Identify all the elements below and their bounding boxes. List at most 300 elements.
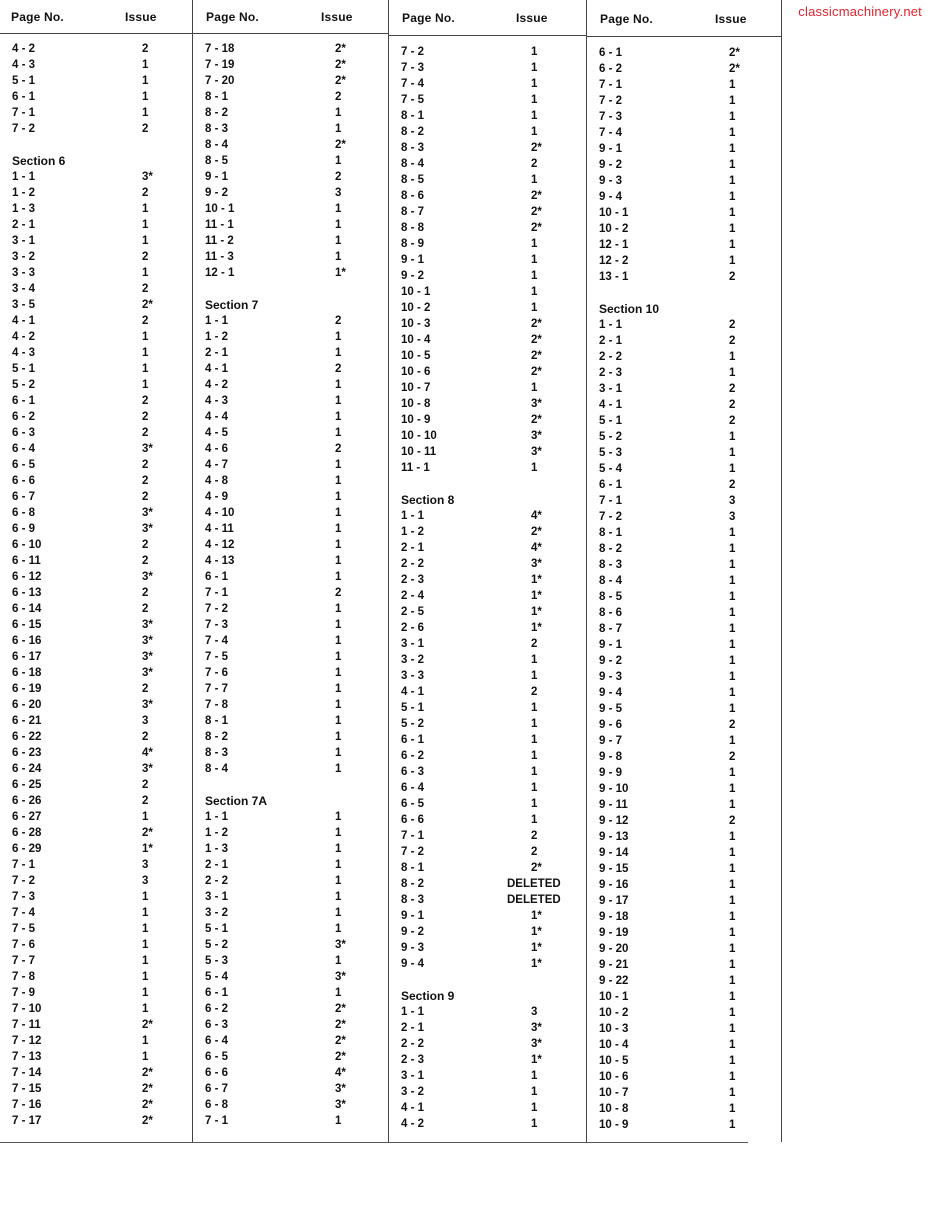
table-row [587, 957, 781, 973]
issue-number: 1 [335, 411, 342, 423]
issue-number: 1* [531, 926, 542, 938]
issue-number: 2 [729, 751, 736, 763]
table-row [587, 797, 781, 813]
spacer [587, 285, 781, 301]
page-number: 9 - 15 [599, 863, 629, 875]
column-header [587, 0, 781, 37]
table-row [389, 716, 587, 732]
section-heading [193, 297, 389, 313]
page-number: 7 - 7 [205, 683, 229, 695]
table-row [587, 541, 781, 557]
table-row [587, 1069, 781, 1085]
issue-number: 1 [335, 459, 342, 471]
issue-number: 1 [335, 731, 342, 743]
page-number: 1 - 1 [205, 315, 229, 327]
issue-number: 1 [729, 639, 736, 651]
page-number: 3 - 2 [401, 654, 425, 666]
table-row [193, 345, 389, 361]
page-number: 2 - 3 [401, 574, 425, 586]
issue-number: 2 [142, 251, 149, 263]
issue-number: 2* [531, 366, 542, 378]
issue-number: 2* [531, 190, 542, 202]
issue-number: 1 [335, 747, 342, 759]
table-row [193, 665, 389, 681]
page-number: 7 - 1 [12, 107, 36, 119]
issue-number: 1 [729, 239, 736, 251]
table-row [0, 505, 192, 521]
table-row [587, 525, 781, 541]
issue-number: 2* [729, 47, 740, 59]
issue-number: 2 [531, 638, 538, 650]
section-heading [193, 793, 389, 809]
table-row [587, 157, 781, 173]
issue-number: 1 [335, 987, 342, 999]
section-title: Section 7A [205, 794, 268, 808]
section-heading [0, 153, 192, 169]
page-number: 6 - 6 [12, 475, 36, 487]
table-row [193, 569, 389, 585]
issue-number: 4* [335, 1067, 346, 1079]
issue-number: 2* [531, 414, 542, 426]
issue-number: 1 [335, 571, 342, 583]
table-row [389, 124, 587, 140]
page-number: 2 - 1 [401, 542, 425, 554]
page-number: 1 - 1 [205, 811, 229, 823]
page-number: 7 - 11 [12, 1019, 41, 1031]
issue-number: 1 [531, 734, 538, 746]
page-number: 6 - 2 [401, 750, 425, 762]
issue-number: 1 [531, 382, 538, 394]
issue-number: 1 [142, 1051, 149, 1063]
issue-number: 1 [729, 175, 736, 187]
table-row [389, 828, 587, 844]
table-row [0, 281, 192, 297]
table-row [193, 905, 389, 921]
table-row [389, 1052, 587, 1068]
table-row [389, 268, 587, 284]
page-number: 10 - 8 [401, 398, 431, 410]
table-row [193, 1113, 389, 1129]
page-number: 10 - 8 [599, 1103, 629, 1115]
page-number: 6 - 17 [12, 651, 42, 663]
table-row [193, 393, 389, 409]
issue-number: 1 [142, 971, 149, 983]
table-row [193, 153, 389, 169]
issue-number: 2* [729, 63, 740, 75]
page-number: 4 - 1 [205, 363, 229, 375]
issue-number: 1 [335, 955, 342, 967]
issue-number: 1 [335, 251, 342, 263]
table-row [389, 364, 587, 380]
issue-number: 1* [531, 574, 542, 586]
page-number: 6 - 1 [205, 987, 229, 999]
table-row [0, 89, 192, 105]
issue-number: 2 [335, 363, 342, 375]
table-row [193, 73, 389, 89]
table-row [389, 844, 587, 860]
table-row [587, 189, 781, 205]
page-number: 7 - 13 [12, 1051, 42, 1063]
page-number: 7 - 2 [401, 46, 425, 58]
table-row [0, 457, 192, 473]
table-row [0, 393, 192, 409]
table-row [0, 313, 192, 329]
page-number: 6 - 27 [12, 811, 42, 823]
issue-number: 1 [335, 235, 342, 247]
table-row [193, 1049, 389, 1065]
table-row [389, 1020, 587, 1036]
page-number: 6 - 20 [12, 699, 42, 711]
table-row [389, 812, 587, 828]
page-number: 10 - 9 [599, 1119, 629, 1131]
table-row [389, 236, 587, 252]
page-number: 9 - 14 [599, 847, 629, 859]
table-row [0, 121, 192, 137]
page-number: 5 - 1 [205, 923, 229, 935]
table-row [193, 201, 389, 217]
page-number: 9 - 4 [599, 191, 623, 203]
issue-number: 4* [142, 747, 153, 759]
section-heading [587, 301, 781, 317]
page-number: 8 - 3 [205, 123, 229, 135]
issue-number: 3* [142, 651, 153, 663]
issue-number: 1 [142, 347, 149, 359]
page-number: 8 - 9 [401, 238, 425, 250]
issue-number: 1 [335, 843, 342, 855]
table-row [587, 429, 781, 445]
table-row [193, 105, 389, 121]
issue-number: 1 [142, 331, 149, 343]
page-number: 2 - 3 [599, 367, 623, 379]
table-row [193, 1097, 389, 1113]
issue-number: 2 [142, 539, 149, 551]
page-number: 8 - 1 [401, 110, 425, 122]
page-number: 4 - 10 [205, 507, 235, 519]
page-number: 7 - 2 [401, 846, 425, 858]
issue-number: 1 [729, 623, 736, 635]
page-number: 7 - 4 [12, 907, 36, 919]
table-row [389, 204, 587, 220]
table-row [0, 425, 192, 441]
table-row [0, 73, 192, 89]
page-number: 7 - 2 [12, 123, 36, 135]
table-row [587, 1117, 781, 1133]
issue-number: 3* [142, 443, 153, 455]
page-number: 2 - 2 [401, 1038, 425, 1050]
table-row [389, 172, 587, 188]
table-row [587, 269, 781, 285]
page-number: 1 - 1 [599, 319, 623, 331]
issue-number: 1 [729, 847, 736, 859]
issue-number: 2* [531, 334, 542, 346]
page-number: 6 - 13 [12, 587, 42, 599]
page-number: 5 - 4 [205, 971, 229, 983]
table-row [193, 889, 389, 905]
table-row [193, 409, 389, 425]
issue-number: 1 [729, 223, 736, 235]
issue-number: 2 [142, 779, 149, 791]
page-number: 6 - 1 [205, 571, 229, 583]
table-row [389, 748, 587, 764]
page-number: 5 - 1 [12, 363, 36, 375]
table-row [389, 764, 587, 780]
table-row [389, 108, 587, 124]
table-row [587, 93, 781, 109]
table-row [389, 1068, 587, 1084]
page-number: 10 - 5 [401, 350, 431, 362]
issue-number: 3* [335, 1099, 346, 1111]
page-number: 6 - 23 [12, 747, 42, 759]
table-row [587, 717, 781, 733]
issue-number: 1 [729, 911, 736, 923]
table-row [193, 329, 389, 345]
issue-number: 1 [335, 763, 342, 775]
table-row [587, 413, 781, 429]
page-number: 6 - 1 [599, 479, 623, 491]
issue-number: 1 [729, 95, 736, 107]
bottom-rule [0, 1142, 748, 1143]
issue-number: 3* [335, 971, 346, 983]
issue-number: 1* [335, 267, 346, 279]
issue-number: 2* [335, 43, 346, 55]
page-number: 10 - 4 [401, 334, 431, 346]
page-number: 1 - 1 [401, 1006, 425, 1018]
table-row [587, 637, 781, 653]
issue-number: 2* [335, 1035, 346, 1047]
page-number: 10 - 3 [599, 1023, 629, 1035]
page-number: 7 - 2 [205, 603, 229, 615]
table-row [0, 57, 192, 73]
table-row [587, 253, 781, 269]
issue-number: 1 [729, 351, 736, 363]
issue-number: 2* [531, 862, 542, 874]
page-number: 4 - 3 [12, 347, 36, 359]
table-row [0, 1017, 192, 1033]
page-number: 6 - 9 [12, 523, 36, 535]
page-number: 4 - 9 [205, 491, 229, 503]
page-number: 10 - 9 [401, 414, 431, 426]
page-number: 6 - 1 [599, 47, 623, 59]
table-row [587, 461, 781, 477]
issue-number: 1 [142, 75, 149, 87]
table-row [0, 873, 192, 889]
page-number: 2 - 1 [401, 1022, 425, 1034]
page-number: 3 - 2 [205, 907, 229, 919]
page-number: 2 - 1 [205, 347, 229, 359]
table-row [193, 601, 389, 617]
column-header [389, 0, 587, 36]
page-number: 11 - 2 [205, 235, 234, 247]
page-number: 3 - 4 [12, 283, 36, 295]
table-row [0, 937, 192, 953]
issue-number: 1 [531, 1086, 538, 1098]
issue-number: 1 [531, 1070, 538, 1082]
page-number: 8 - 4 [401, 158, 425, 170]
table-row [389, 1100, 587, 1116]
table-row [0, 1049, 192, 1065]
page-number: 4 - 1 [401, 1102, 425, 1114]
table-row [193, 713, 389, 729]
page-number: 9 - 4 [401, 958, 425, 970]
issue-number: 1 [531, 78, 538, 90]
page-number: 1 - 1 [401, 510, 425, 522]
page-number: 6 - 22 [12, 731, 42, 743]
page-number: 7 - 20 [205, 75, 235, 87]
page-number: 4 - 8 [205, 475, 229, 487]
issue-number: 1 [531, 174, 538, 186]
issue-number: 1 [335, 859, 342, 871]
page-number: 9 - 1 [599, 639, 623, 651]
page-number: 6 - 5 [205, 1051, 229, 1063]
row-list [193, 41, 389, 1129]
table-row [587, 1085, 781, 1101]
table-row [0, 1081, 192, 1097]
issue-number: 1 [729, 975, 736, 987]
page-number: 7 - 4 [205, 635, 229, 647]
issue-number: 1 [335, 811, 342, 823]
table-row [389, 956, 587, 972]
issue-number: 1 [729, 431, 736, 443]
table-row [193, 617, 389, 633]
table-row [0, 265, 192, 281]
issue-number: 2 [142, 315, 149, 327]
watermark-logo[interactable]: classicmachinery.net [798, 4, 922, 19]
table-row [193, 217, 389, 233]
page-number: 9 - 2 [599, 655, 623, 667]
table-row [0, 665, 192, 681]
issue-number: 1 [335, 379, 342, 391]
page-number: 6 - 5 [12, 459, 36, 471]
table-row [193, 473, 389, 489]
issue-number: 1 [729, 735, 736, 747]
page-number: 6 - 26 [12, 795, 42, 807]
table-row [0, 1065, 192, 1081]
page-number: 10 - 1 [401, 286, 431, 298]
table-row [193, 585, 389, 601]
issue-number: 1 [729, 447, 736, 459]
issue-number: 2 [142, 731, 149, 743]
page-number: 9 - 11 [599, 799, 628, 811]
page-number: 9 - 19 [599, 927, 629, 939]
issue-number: 1 [531, 670, 538, 682]
table-row [0, 537, 192, 553]
page-number: 2 - 1 [599, 335, 623, 347]
page-no-heading: Page No. [11, 10, 64, 24]
page-number: 10 - 2 [599, 223, 629, 235]
table-row [587, 877, 781, 893]
page-number: 8 - 2 [205, 107, 229, 119]
page-number: 8 - 3 [599, 559, 623, 571]
page-number: 6 - 21 [12, 715, 42, 727]
issue-number: 1* [142, 843, 153, 855]
issue-number: 2 [531, 158, 538, 170]
page-number: 7 - 2 [599, 511, 623, 523]
page-number: 10 - 1 [205, 203, 235, 215]
table-row [0, 297, 192, 313]
table-row [389, 572, 587, 588]
table-row [587, 1101, 781, 1117]
page-number: 4 - 5 [205, 427, 229, 439]
table-row [389, 668, 587, 684]
section-title: Section 7 [205, 298, 259, 312]
row-list [0, 41, 192, 1129]
issue-number: 3* [142, 571, 153, 583]
issue-number: 1 [531, 798, 538, 810]
page-number: 2 - 4 [401, 590, 425, 602]
table-row [389, 428, 587, 444]
table-row [0, 889, 192, 905]
page-number: 7 - 5 [205, 651, 229, 663]
page-number: 6 - 25 [12, 779, 42, 791]
table-row [389, 92, 587, 108]
issue-number: 3 [142, 875, 149, 887]
table-row [193, 521, 389, 537]
issue-number: 2 [142, 603, 149, 615]
issue-number: 2 [335, 171, 342, 183]
table-row [389, 636, 587, 652]
issue-number: 1 [531, 462, 538, 474]
table-row [193, 681, 389, 697]
issue-number: 3* [142, 619, 153, 631]
table-row [0, 201, 192, 217]
table-row [0, 985, 192, 1001]
page-number: 3 - 3 [12, 267, 36, 279]
page-number: 8 - 5 [599, 591, 623, 603]
table-row [587, 205, 781, 221]
page-number: 6 - 28 [12, 827, 42, 839]
page-number: 4 - 3 [12, 59, 36, 71]
issue-number: 1 [729, 783, 736, 795]
page-no-heading: Page No. [206, 10, 259, 24]
issue-number: 1 [729, 959, 736, 971]
table-row [0, 697, 192, 713]
table-row [193, 57, 389, 73]
page-number: 1 - 1 [12, 171, 36, 183]
section-heading [389, 492, 587, 508]
issue-number: 1 [335, 107, 342, 119]
issue-number: 2 [335, 443, 342, 455]
page-number: 3 - 3 [401, 670, 425, 682]
issue-number: 1 [729, 527, 736, 539]
page-number: 4 - 4 [205, 411, 229, 423]
issue-number: 2 [142, 587, 149, 599]
table-row [587, 589, 781, 605]
table-row [193, 921, 389, 937]
issue-number: 1 [142, 955, 149, 967]
issue-number: 1 [335, 539, 342, 551]
issue-heading: Issue [516, 11, 548, 25]
page-number: 10 - 1 [599, 991, 629, 1003]
table-row [587, 781, 781, 797]
issue-number: 1 [142, 235, 149, 247]
issue-number: 1 [531, 110, 538, 122]
table-row [389, 460, 587, 476]
table-row [587, 509, 781, 525]
column-header [193, 0, 389, 34]
issue-number: 1 [729, 1087, 736, 1099]
page-number: 2 - 2 [205, 875, 229, 887]
table-row [389, 140, 587, 156]
issue-number: 2 [142, 427, 149, 439]
table-row [587, 669, 781, 685]
table-row [193, 841, 389, 857]
table-row [389, 860, 587, 876]
page-number: 4 - 7 [205, 459, 229, 471]
page-number: 10 - 6 [401, 366, 431, 378]
page-number: 7 - 12 [12, 1035, 42, 1047]
table-row [587, 653, 781, 669]
issue-number: 1 [335, 907, 342, 919]
